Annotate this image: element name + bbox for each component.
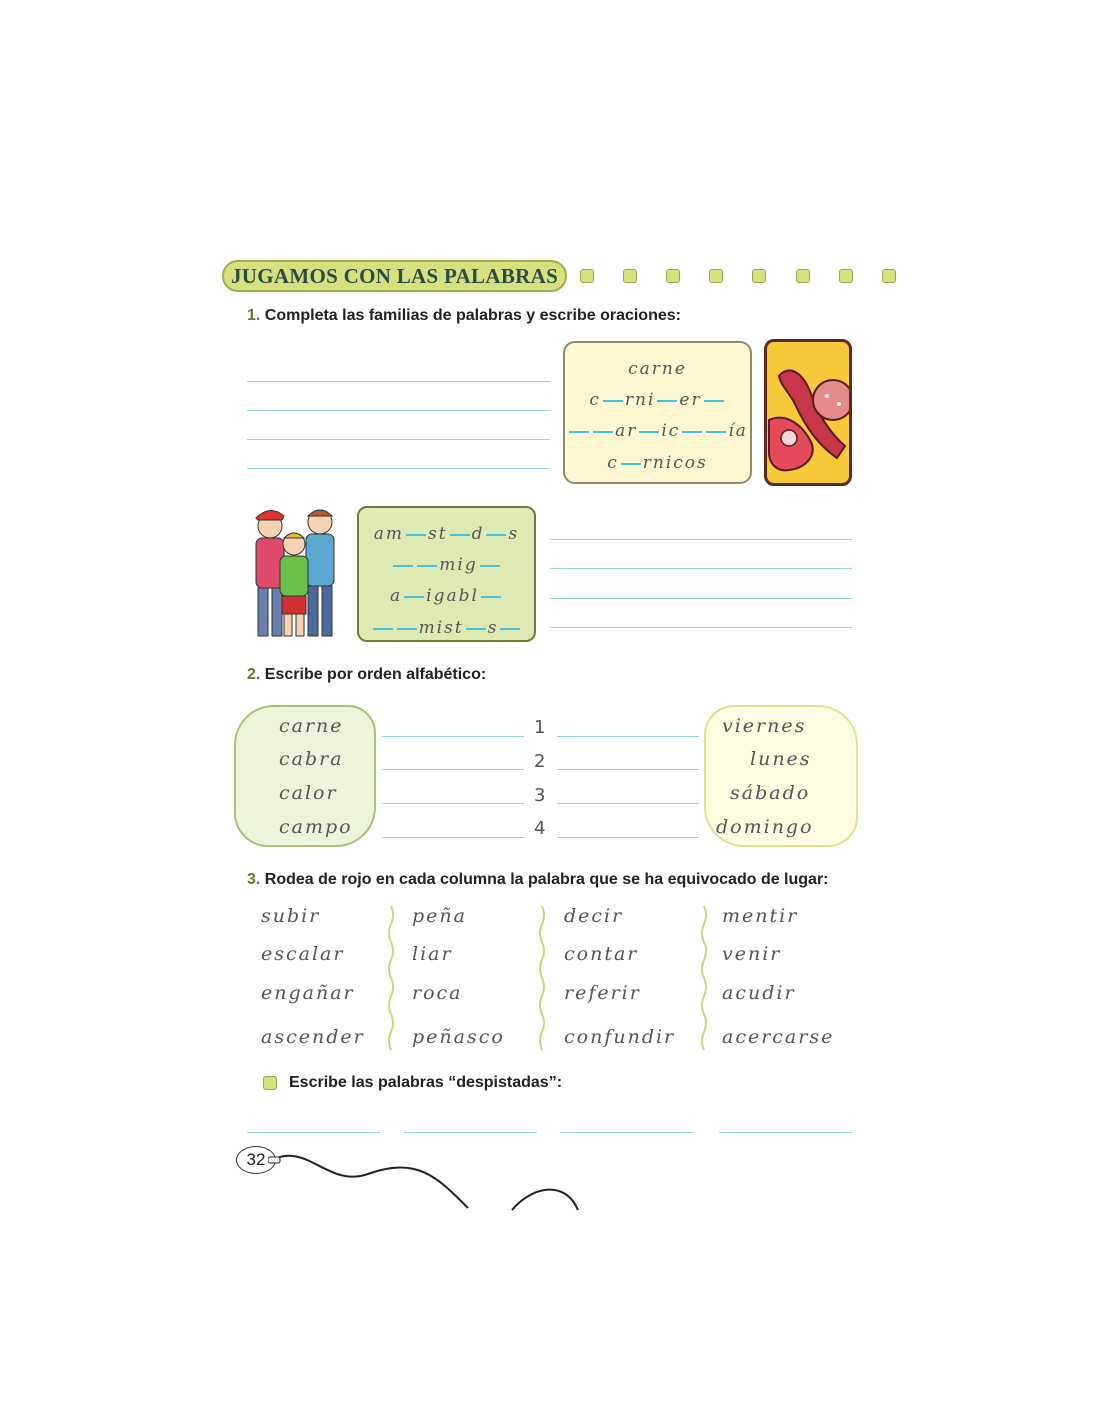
blank-fill[interactable] (603, 400, 623, 402)
square-icon (882, 269, 896, 283)
column-word[interactable]: decir (564, 905, 624, 927)
blank-fill[interactable] (466, 628, 486, 630)
blank-fill[interactable] (569, 431, 589, 433)
left-word: calor (279, 782, 338, 804)
children-illustration (246, 502, 346, 647)
answer-line[interactable] (382, 769, 524, 770)
carne-family-line (565, 359, 750, 379)
column-word[interactable]: engañar (261, 982, 355, 1004)
amigo-family-line (359, 618, 534, 638)
blank-fill[interactable] (500, 628, 520, 630)
carne-family-line (565, 453, 750, 473)
sub-instruction: Escribe las palabras “despistadas”: (289, 1074, 563, 1091)
right-word: sábado (730, 782, 811, 804)
word-fragment: rnicos (642, 453, 708, 473)
column-word[interactable]: venir (722, 943, 782, 965)
blank-fill[interactable] (704, 400, 724, 402)
question-3 (247, 871, 829, 889)
mouse-cable-decoration (268, 1148, 588, 1214)
answer-line[interactable] (557, 803, 699, 804)
amigo-family-line (359, 586, 534, 606)
writing-line[interactable] (550, 627, 852, 628)
word-fragment: c (589, 390, 601, 410)
amigo-family-line (359, 524, 534, 544)
word-family-box-carne (563, 341, 752, 484)
writing-line[interactable] (247, 410, 550, 411)
blank-fill[interactable] (397, 628, 417, 630)
right-word: domingo (716, 816, 814, 838)
word-fragment: c (607, 453, 619, 473)
left-word: cabra (279, 748, 344, 770)
word-fragment: ar (615, 421, 638, 441)
blank-fill[interactable] (621, 463, 641, 465)
writing-line[interactable] (247, 381, 550, 382)
column-word[interactable]: contar (564, 943, 639, 965)
word-family-box-amigo (357, 506, 536, 642)
column-word[interactable]: escalar (261, 943, 345, 965)
square-icon (666, 269, 680, 283)
answer-line[interactable] (557, 837, 699, 838)
answer-line[interactable] (247, 1132, 380, 1133)
column-word[interactable]: acudir (722, 982, 796, 1004)
writing-line[interactable] (247, 468, 550, 469)
square-icon (752, 269, 766, 283)
square-icon (623, 269, 637, 283)
column-word[interactable]: subir (261, 905, 321, 927)
column-word[interactable]: peñasco (412, 1026, 505, 1048)
blank-fill[interactable] (406, 534, 426, 536)
column-word[interactable]: confundir (564, 1026, 676, 1048)
column-divider (386, 906, 396, 1051)
blank-fill[interactable] (480, 565, 500, 567)
square-icon (839, 269, 853, 283)
square-icon (580, 269, 594, 283)
left-word: carne (279, 715, 344, 737)
column-word[interactable]: mentir (722, 905, 799, 927)
order-number: 2 (534, 751, 546, 772)
writing-line[interactable] (550, 539, 852, 540)
section-title: JUGAMOS CON LAS PALABRAS (222, 260, 567, 292)
blank-fill[interactable] (373, 628, 393, 630)
question-text: Escribe por orden alfabético: (264, 666, 487, 683)
writing-line[interactable] (550, 568, 852, 569)
word-fragment: s (508, 524, 520, 544)
left-word: campo (279, 816, 353, 838)
meat-illustration (764, 339, 852, 486)
blank-fill[interactable] (417, 565, 437, 567)
blank-fill[interactable] (593, 431, 613, 433)
column-word[interactable]: peña (412, 905, 467, 927)
writing-line[interactable] (550, 598, 852, 599)
carne-family-line (565, 390, 750, 410)
question-1 (247, 307, 681, 325)
blank-fill[interactable] (450, 534, 470, 536)
word-fragment: ía (728, 421, 748, 441)
answer-line[interactable] (557, 769, 699, 770)
right-word: lunes (750, 748, 812, 770)
word-fragment: am (373, 524, 405, 544)
square-icon (709, 269, 723, 283)
right-word: viernes (722, 715, 807, 737)
word-fragment: a (390, 586, 403, 606)
writing-line[interactable] (247, 439, 550, 440)
meat-icon (767, 342, 849, 483)
order-number: 1 (534, 717, 546, 738)
children-icon (246, 502, 346, 642)
carne-family-line (565, 421, 750, 441)
answer-line[interactable] (382, 803, 524, 804)
page-number: 32 (236, 1146, 276, 1174)
blank-fill[interactable] (481, 596, 501, 598)
word-fragment: mig (439, 555, 478, 575)
blank-fill[interactable] (706, 431, 726, 433)
word-fragment: mist (418, 618, 464, 638)
word-fragment: d (471, 524, 485, 544)
word-fragment: ic (661, 421, 681, 441)
blank-fill[interactable] (639, 431, 659, 433)
word-fragment: s (487, 618, 499, 638)
word-fragment: er (679, 390, 702, 410)
answer-line[interactable] (404, 1132, 537, 1133)
question-text: Completa las familias de palabras y escribe oraciones: (264, 307, 681, 324)
word-fragment: st (428, 524, 448, 544)
answer-line[interactable] (382, 736, 524, 737)
column-word[interactable]: ascender (261, 1026, 365, 1048)
column-word[interactable]: referir (564, 982, 641, 1004)
blank-fill[interactable] (682, 431, 702, 433)
blank-fill[interactable] (657, 400, 677, 402)
bullet-square-icon (263, 1076, 277, 1090)
answer-line[interactable] (382, 837, 524, 838)
blank-fill[interactable] (404, 596, 424, 598)
word-fragment: rni (624, 390, 656, 410)
answer-line[interactable] (557, 736, 699, 737)
order-number: 3 (534, 785, 546, 806)
answer-line[interactable] (719, 1132, 852, 1133)
order-number: 4 (534, 818, 546, 839)
blank-fill[interactable] (393, 565, 413, 567)
blank-fill[interactable] (486, 534, 506, 536)
answer-line[interactable] (561, 1132, 694, 1133)
question-number: 3. (247, 871, 261, 888)
column-divider (699, 906, 709, 1051)
question-number: 2. (247, 666, 261, 683)
column-divider (537, 906, 547, 1051)
question-number: 1. (247, 307, 261, 324)
word-fragment: carne (628, 359, 687, 379)
column-word[interactable]: roca (412, 982, 463, 1004)
question-text: Rodea de rojo en cada columna la palabra que se ha equivocado de lugar: (264, 871, 829, 888)
column-word[interactable]: acercarse (722, 1026, 835, 1048)
question-2 (247, 666, 486, 684)
column-word[interactable]: liar (412, 943, 453, 965)
square-icon (796, 269, 810, 283)
amigo-family-line (359, 555, 534, 575)
word-fragment: igabl (426, 586, 479, 606)
